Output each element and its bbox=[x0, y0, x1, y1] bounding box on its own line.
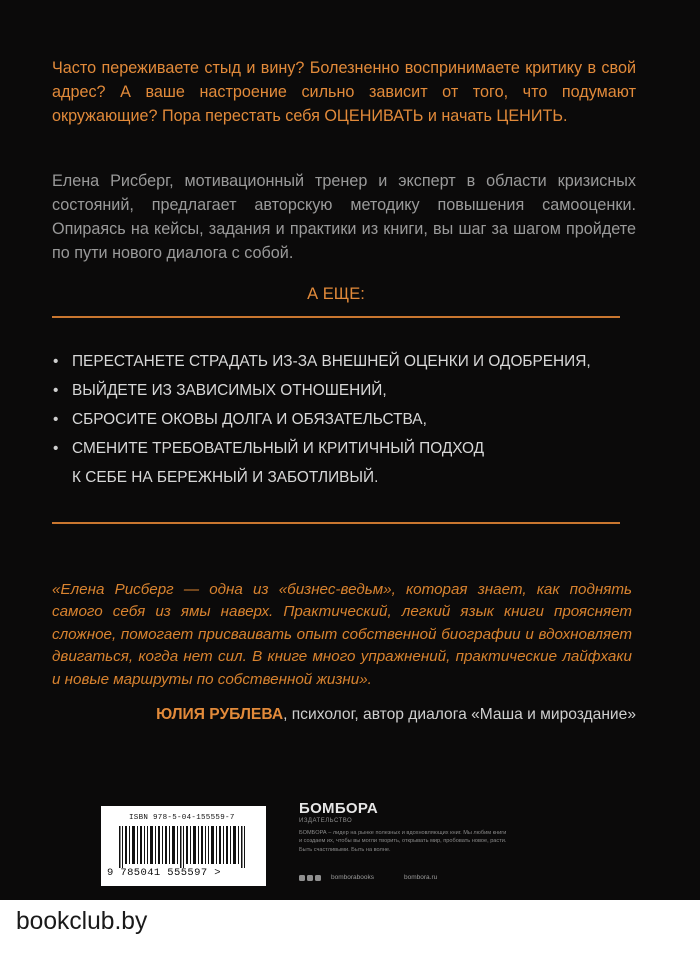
publisher-blurb: БОМБОРА – лидер на рынке полезных и вдохновляющих книг. Мы любим книги и создаем их, чтобы вы могли творить, открывать мир, пробовать новое, расти. Быть счастливыми. Быть на волне. bbox=[299, 830, 507, 853]
reviewer-name: ЮЛИЯ РУБЛЕВА bbox=[156, 706, 284, 723]
list-item bbox=[52, 347, 632, 376]
list-item-text: ВЫЙДЕТЕ ИЗ ЗАВИСИМЫХ ОТНОШЕНИЙ, bbox=[72, 382, 387, 399]
list-item-text: СМЕНИТЕ ТРЕБОВАТЕЛЬНЫЙ И КРИТИЧНЫЙ ПОДХОД bbox=[72, 440, 485, 457]
publisher-logo: БОМБОРА bbox=[299, 800, 379, 817]
bullet-icon: • bbox=[53, 382, 59, 399]
also-heading: А ЕЩЕ: bbox=[307, 285, 365, 303]
intro-paragraph: Часто переживаете стыд и вину? Болезненно воспринимаете критику в свой адрес? А ваше настроение сильно зависит от того, что подумают окружающие? Пора перестать себя ОЦЕНИВАТЬ и начать ЦЕНИТЬ. bbox=[52, 59, 636, 125]
vk-icon bbox=[307, 875, 313, 881]
review-quote: «Елена Рисберг — одна из «бизнес-ведьм», которая знает, как поднять самого себя из ямы наверх. Практический, легкий язык книги проясняет сложное, помогает присваивать опыт собственной биографии и вдохновляет двигаться, когда нет сил. В книге много упражнений, практические лайфхаки и новые маршруты по собственной жизни». bbox=[52, 581, 632, 688]
publisher-site: bombora.ru bbox=[404, 874, 438, 881]
bullet-icon: • bbox=[53, 440, 59, 457]
list-item bbox=[52, 376, 632, 405]
list-item-text: СБРОСИТЕ ОКОВЫ ДОЛГА И ОБЯЗАТЕЛЬСТВА, bbox=[72, 411, 427, 428]
list-item-continuation: К СЕБЕ НА БЕРЕЖНЫЙ И ЗАБОТЛИВЫЙ. bbox=[72, 469, 379, 486]
list-item-text: ПЕРЕСТАНЕТЕ СТРАДАТЬ ИЗ-ЗА ВНЕШНЕЙ ОЦЕНКИ И ОДОБРЕНИЯ, bbox=[72, 353, 591, 370]
instagram-icon bbox=[315, 875, 321, 881]
publisher-social bbox=[299, 874, 437, 881]
reviewer-role: , психолог, автор диалога «Маша и мироздание» bbox=[283, 706, 636, 723]
facebook-icon bbox=[299, 875, 305, 881]
benefits-list bbox=[52, 347, 632, 492]
list-item bbox=[52, 434, 632, 492]
watermark: bookclub.by bbox=[16, 908, 148, 935]
list-item bbox=[52, 405, 632, 434]
divider-bottom bbox=[52, 522, 620, 524]
quote-attribution bbox=[52, 706, 636, 724]
isbn-barcode-box bbox=[101, 806, 266, 886]
barcode-icon bbox=[119, 826, 249, 868]
publisher-subtitle: ИЗДАТЕЛЬСТВО bbox=[299, 818, 353, 824]
description-paragraph: Елена Рисберг, мотивационный тренер и эксперт в области кризисных состояний, предлагает авторскую методику повышения самооценки. Опираясь на кейсы, задания и практики из книги, вы шаг за шагом пройдете по пути нового диалога с собой. bbox=[52, 172, 636, 262]
divider-top bbox=[52, 316, 620, 318]
bullet-icon: • bbox=[53, 353, 59, 370]
isbn-label: ISBN 978-5-04-155559-7 bbox=[129, 814, 235, 822]
bullet-icon: • bbox=[53, 411, 59, 428]
social-handle: bomborabooks bbox=[331, 874, 374, 881]
isbn-digits: 9 785041 555597 > bbox=[107, 867, 221, 879]
